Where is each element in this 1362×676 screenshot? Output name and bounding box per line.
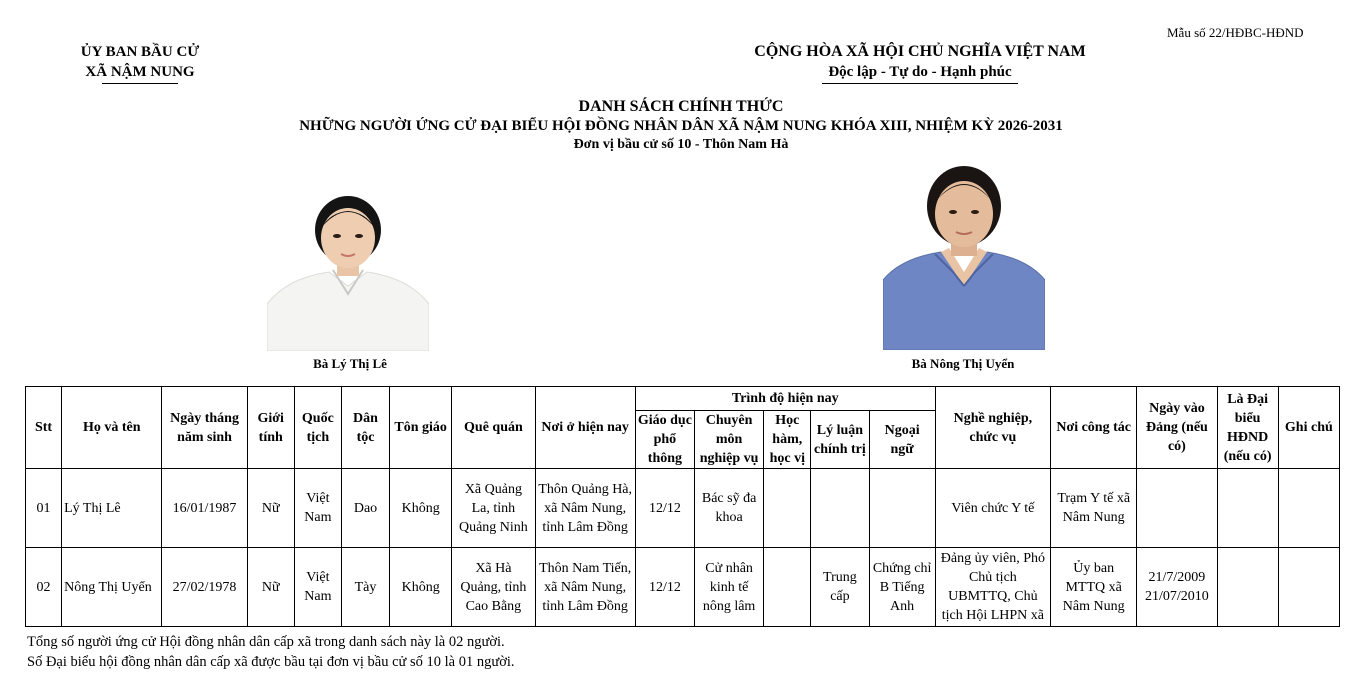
header-name: Họ và tên <box>62 387 162 469</box>
cell-residence: Thôn Quảng Hà, xã Nâm Nung, tỉnh Lâm Đồng <box>535 469 635 548</box>
candidate-caption-1: Bà Lý Thị Lê <box>313 356 387 371</box>
national-motto: Độc lập - Tự do - Hạnh phúc <box>828 64 1012 80</box>
cell-academic <box>764 548 811 627</box>
header-dob: Ngày tháng năm sinh <box>162 387 247 469</box>
title-line-3: Đơn vị bầu cử số 10 - Thôn Nam Hà <box>573 137 789 152</box>
candidate-photo-1 <box>267 186 429 351</box>
header-nationality: Quốc tịch <box>294 387 341 469</box>
cell-party-date <box>1137 469 1217 548</box>
cell-academic <box>764 469 811 548</box>
cell-occupation: Viên chức Y tế <box>935 469 1050 548</box>
table-row <box>26 548 1340 627</box>
cell-note <box>1278 548 1339 627</box>
header-occupation: Nghề nghiệp, chức vụ <box>935 387 1050 469</box>
header-workplace: Nơi công tác <box>1051 387 1137 469</box>
header-hometown: Quê quán <box>452 387 535 469</box>
authority-line-1: ỦY BAN BẦU CỬ <box>80 44 200 60</box>
cell-gender: Nữ <box>247 548 294 627</box>
cell-is-delegate <box>1217 548 1278 627</box>
table-row <box>26 469 1340 548</box>
cell-workplace: Trạm Y tế xã Nâm Nung <box>1051 469 1137 548</box>
header-residence: Nơi ở hiện nay <box>535 387 635 469</box>
cell-professional: Cử nhân kinh tế nông lâm <box>694 548 763 627</box>
header-stt: Stt <box>26 387 62 469</box>
cell-religion: Không <box>390 548 452 627</box>
title-line-2: NHỮNG NGƯỜI ỨNG CỬ ĐẠI BIỂU HỘI ĐỒNG NHÂN DÂN XÃ NẬM NUNG KHÓA XIII, NHIỆM KỲ 2026-2031 <box>299 118 1063 134</box>
summary-line-1: Tổng số người ứng cử Hội đồng nhân dân cấp xã trong danh sách này là 02 người. <box>27 634 505 650</box>
cell-party-date <box>1137 548 1217 627</box>
authority-underline <box>102 83 178 84</box>
header-academic: Học hàm, học vị <box>764 411 811 469</box>
candidate-photo-2 <box>883 162 1045 350</box>
cell-name: Nông Thị Uyển <box>62 548 162 627</box>
header-ethnicity: Dân tộc <box>341 387 389 469</box>
cell-nationality: Việt Nam <box>294 469 341 548</box>
candidate-table <box>25 386 1340 627</box>
cell-stt: 02 <box>26 548 62 627</box>
cell-hometown: Xã Hà Quảng, tỉnh Cao Bằng <box>452 548 535 627</box>
title-line-1: DANH SÁCH CHÍNH THỨC <box>578 98 784 115</box>
party-date-line-1: 21/7/2009 <box>1148 570 1206 585</box>
header-political: Lý luận chính trị <box>811 411 869 469</box>
summary-line-2: Số Đại biểu hội đồng nhân dân cấp xã được bầu tại đơn vị bầu cử số 10 là 01 người. <box>27 654 515 670</box>
cell-ethnicity: Dao <box>341 469 389 548</box>
cell-dob: 27/02/1978 <box>162 548 247 627</box>
cell-gender: Nữ <box>247 469 294 548</box>
cell-name: Lý Thị Lê <box>62 469 162 548</box>
header-is-delegate: Là Đại biểu HĐND (nếu có) <box>1217 387 1278 469</box>
header-education-group: Trình độ hiện nay <box>635 387 935 411</box>
cell-general-edu: 12/12 <box>635 548 694 627</box>
cell-professional: Bác sỹ đa khoa <box>694 469 763 548</box>
national-header <box>700 42 1140 84</box>
cell-stt: 01 <box>26 469 62 548</box>
cell-note <box>1278 469 1339 548</box>
header-note: Ghi chú <box>1278 387 1339 469</box>
cell-political: Trung cấp <box>811 548 869 627</box>
summary-notes <box>27 632 515 672</box>
cell-nationality: Việt Nam <box>294 548 341 627</box>
header-language: Ngoại ngữ <box>869 411 935 469</box>
header-gender: Giới tính <box>247 387 294 469</box>
cell-language <box>869 469 935 548</box>
cell-residence: Thôn Nam Tiến, xã Nâm Nung, tỉnh Lâm Đồng <box>535 548 635 627</box>
header-general-edu: Giáo dục phổ thông <box>635 411 694 469</box>
cell-dob: 16/01/1987 <box>162 469 247 548</box>
cell-is-delegate <box>1217 469 1278 548</box>
header-party-date: Ngày vào Đảng (nếu có) <box>1137 387 1217 469</box>
cell-hometown: Xã Quảng La, tỉnh Quảng Ninh <box>452 469 535 548</box>
issuing-authority <box>40 42 240 84</box>
cell-religion: Không <box>390 469 452 548</box>
cell-political <box>811 469 869 548</box>
header-religion: Tôn giáo <box>390 387 452 469</box>
cell-ethnicity: Tày <box>341 548 389 627</box>
national-title: CỘNG HÒA XÃ HỘI CHỦ NGHĨA VIỆT NAM <box>754 43 1086 60</box>
document-title <box>0 97 1362 153</box>
cell-language: Chứng chỉ B Tiếng Anh <box>869 548 935 627</box>
party-date-line-2: 21/07/2010 <box>1145 589 1209 604</box>
authority-line-2: XÃ NẬM NUNG <box>85 64 195 80</box>
cell-general-edu: 12/12 <box>635 469 694 548</box>
candidate-caption-2: Bà Nông Thị Uyển <box>911 356 1015 371</box>
cell-workplace: Ủy ban MTTQ xã Nâm Nung <box>1051 548 1137 627</box>
cell-occupation: Đảng ủy viên, Phó Chủ tịch UBMTTQ, Chủ tịch Hội LHPN xã <box>935 548 1050 627</box>
form-number: Mẫu số 22/HĐBC-HĐND <box>1167 25 1304 40</box>
header-professional: Chuyên môn nghiệp vụ <box>694 411 763 469</box>
motto-underline <box>822 83 1018 84</box>
